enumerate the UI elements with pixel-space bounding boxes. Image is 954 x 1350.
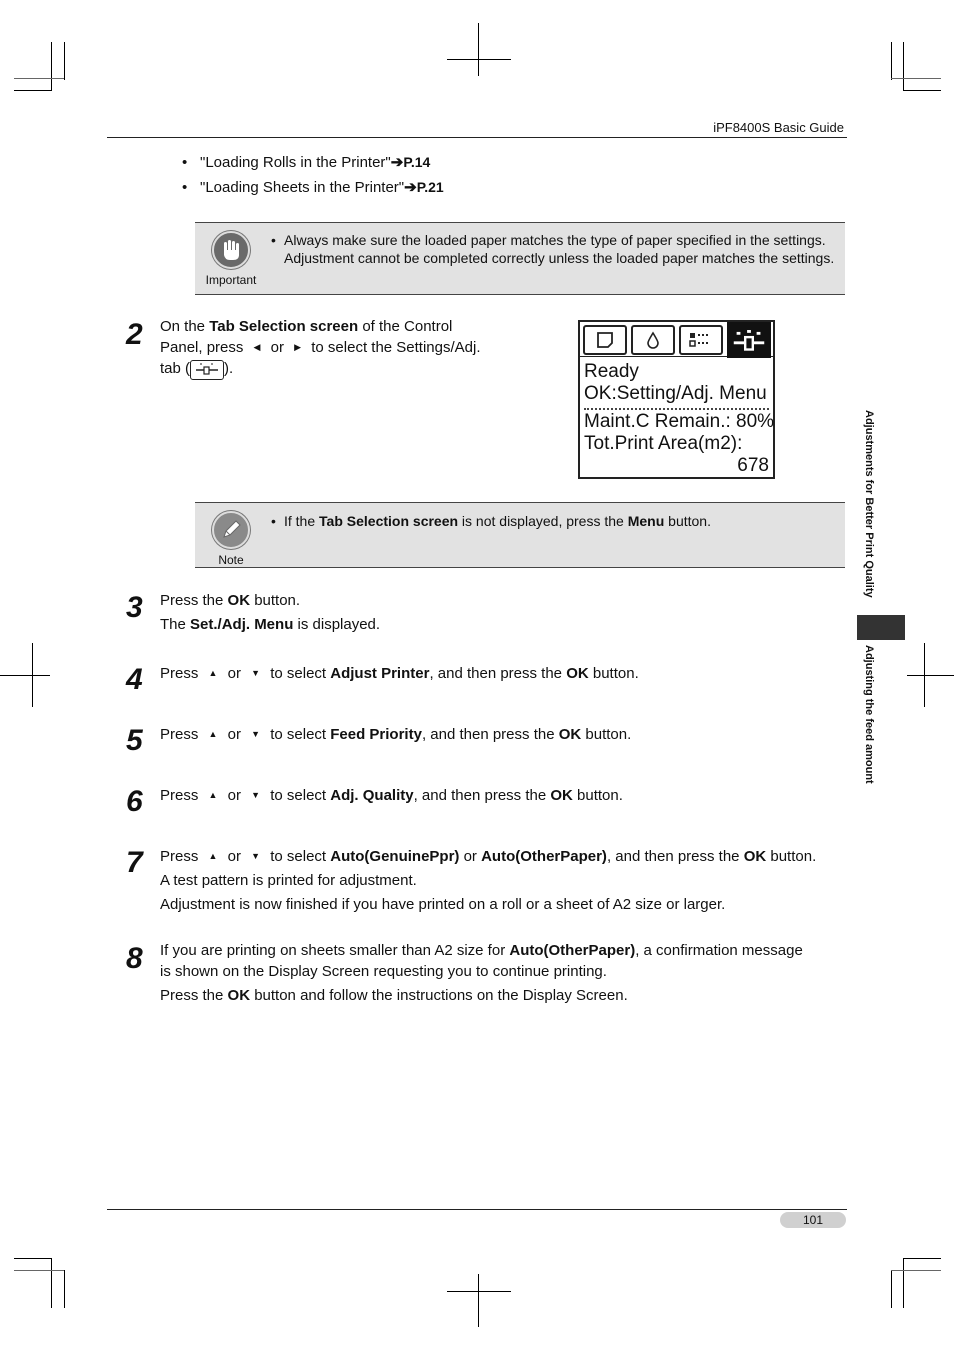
step-line: Press the OK button and follow the instructions on the Display Screen. bbox=[160, 987, 628, 1004]
step-line: Press ▲ or ▼ to select Auto(GenuinePpr) or Auto(OtherPaper), and then press the OK button. bbox=[160, 844, 816, 869]
footer-rule bbox=[107, 1209, 847, 1210]
side-tab-marker bbox=[857, 615, 905, 640]
crop-mark bbox=[32, 643, 33, 707]
step-3-text bbox=[160, 589, 380, 637]
note-badge bbox=[203, 511, 259, 567]
step-number: 2 bbox=[126, 318, 143, 351]
display-screen bbox=[578, 320, 775, 479]
page-link[interactable]: P.14 bbox=[403, 154, 431, 170]
paper-tab-icon[interactable] bbox=[583, 325, 627, 355]
crop-mark bbox=[51, 1258, 52, 1308]
step-line: On the Tab Selection screen of the Control bbox=[160, 318, 453, 335]
crop-mark bbox=[64, 42, 65, 80]
crop-mark bbox=[14, 78, 64, 79]
crop-mark bbox=[903, 42, 904, 91]
bullet: • bbox=[271, 232, 276, 248]
arrow-icon: ➔ bbox=[404, 179, 417, 196]
important-text: Always make sure the loaded paper matches the type of paper specified in the settings. Adjustment cannot be completed correctly unless the loaded paper matches the settings. bbox=[284, 232, 835, 266]
arrow-icon: ➔ bbox=[390, 154, 404, 171]
crop-mark bbox=[14, 90, 52, 91]
crop-mark bbox=[891, 42, 892, 80]
crop-mark bbox=[907, 675, 954, 676]
step-7-text bbox=[160, 844, 816, 917]
step-6-text: Press ▲ or ▼ to select Adj. Quality, and then press the OK button. bbox=[160, 783, 623, 808]
side-subsection-label: Adjusting the feed amount bbox=[863, 645, 875, 784]
up-arrow-icon: ▲ bbox=[208, 851, 218, 861]
crop-mark bbox=[891, 78, 941, 79]
settings-adj-tab-icon bbox=[190, 360, 224, 380]
down-arrow-icon: ▼ bbox=[251, 729, 261, 739]
step-line: A test pattern is printed for adjustment. bbox=[160, 872, 417, 889]
page-link[interactable]: P.21 bbox=[416, 179, 444, 195]
important-label: Important bbox=[205, 273, 257, 287]
crop-mark bbox=[924, 643, 925, 707]
link-text[interactable]: "Loading Sheets in the Printer" bbox=[200, 179, 405, 196]
step-line: Press the OK button. bbox=[160, 592, 301, 609]
list-item bbox=[182, 150, 444, 175]
document-title: iPF8400S Basic Guide bbox=[713, 120, 844, 135]
side-section-label: Adjustments for Better Print Quality bbox=[863, 410, 875, 598]
left-arrow-icon: ◀ bbox=[253, 342, 261, 352]
crop-mark bbox=[903, 1258, 904, 1308]
crop-mark bbox=[51, 42, 52, 91]
lcd-tab-bar bbox=[580, 322, 773, 357]
up-arrow-icon: ▲ bbox=[208, 668, 218, 678]
step-number: 3 bbox=[126, 591, 143, 624]
down-arrow-icon: ▼ bbox=[251, 668, 261, 678]
bullet: • bbox=[271, 513, 276, 529]
job-tab-icon[interactable] bbox=[679, 325, 723, 355]
list-item bbox=[182, 175, 444, 200]
note-text-block bbox=[271, 512, 841, 530]
step-line: If you are printing on sheets smaller than A2 size for Auto(OtherPaper), a confirmation message bbox=[160, 942, 803, 959]
lcd-maint-line: Maint.C Remain.: 80% bbox=[584, 411, 775, 432]
step-line: is shown on the Display Screen requesting you to continue printing. bbox=[160, 963, 607, 980]
step-4-text: Press ▲ or ▼ to select Adjust Printer, and then press the OK button. bbox=[160, 661, 639, 686]
lcd-prompt-line: OK:Setting/Adj. Menu bbox=[584, 383, 767, 404]
step-5-text: Press ▲ or ▼ to select Feed Priority, and then press the OK button. bbox=[160, 722, 631, 747]
pencil-icon bbox=[212, 511, 250, 549]
crop-mark bbox=[903, 90, 941, 91]
crop-mark bbox=[14, 1270, 64, 1271]
page-number: 101 bbox=[780, 1212, 846, 1228]
header-rule bbox=[107, 137, 847, 138]
note-text: If the Tab Selection screen is not displayed, press the Menu button. bbox=[284, 513, 711, 529]
note-callout bbox=[195, 502, 845, 568]
note-label: Note bbox=[218, 553, 244, 567]
crop-mark bbox=[891, 1270, 892, 1308]
step-number: 4 bbox=[126, 663, 143, 696]
crop-mark bbox=[14, 1258, 52, 1259]
important-text-block bbox=[271, 231, 841, 267]
down-arrow-icon: ▼ bbox=[251, 790, 261, 800]
settings-adj-tab-icon[interactable] bbox=[727, 322, 771, 358]
crop-mark bbox=[478, 1274, 479, 1327]
link-text[interactable]: "Loading Rolls in the Printer" bbox=[200, 154, 391, 171]
crop-mark bbox=[891, 1270, 941, 1271]
lcd-area-value: 678 bbox=[737, 455, 769, 476]
crop-mark bbox=[903, 1258, 941, 1259]
step-number: 6 bbox=[126, 785, 143, 818]
step-line: Adjustment is now finished if you have printed on a roll or a sheet of A2 size or larger. bbox=[160, 896, 726, 913]
stop-hand-icon bbox=[212, 231, 250, 269]
step-number: 5 bbox=[126, 724, 143, 757]
right-arrow-icon: ▶ bbox=[294, 342, 302, 352]
crop-mark bbox=[478, 23, 479, 76]
step-2-text bbox=[160, 316, 481, 380]
important-callout bbox=[195, 222, 845, 295]
reference-list bbox=[182, 150, 444, 200]
bullet: • bbox=[182, 154, 188, 171]
crop-mark bbox=[447, 59, 511, 60]
step-line: tab ( ). bbox=[160, 358, 481, 380]
ink-tab-icon[interactable] bbox=[631, 325, 675, 355]
step-8-text bbox=[160, 940, 803, 1006]
down-arrow-icon: ▼ bbox=[251, 851, 261, 861]
bullet: • bbox=[182, 179, 188, 196]
lcd-status-line: Ready bbox=[584, 361, 639, 382]
crop-mark bbox=[0, 675, 50, 676]
up-arrow-icon: ▲ bbox=[208, 729, 218, 739]
lcd-divider bbox=[584, 408, 769, 410]
step-line: The Set./Adj. Menu is displayed. bbox=[160, 616, 381, 633]
important-badge bbox=[203, 231, 259, 287]
up-arrow-icon: ▲ bbox=[208, 790, 218, 800]
crop-mark bbox=[447, 1291, 511, 1292]
step-number: 7 bbox=[126, 846, 143, 879]
crop-mark bbox=[64, 1270, 65, 1308]
step-number: 8 bbox=[126, 942, 143, 975]
lcd-area-line: Tot.Print Area(m2): bbox=[584, 433, 743, 454]
step-line: Panel, press ◀ or ▶ to select the Settings/Adj. bbox=[160, 339, 481, 356]
